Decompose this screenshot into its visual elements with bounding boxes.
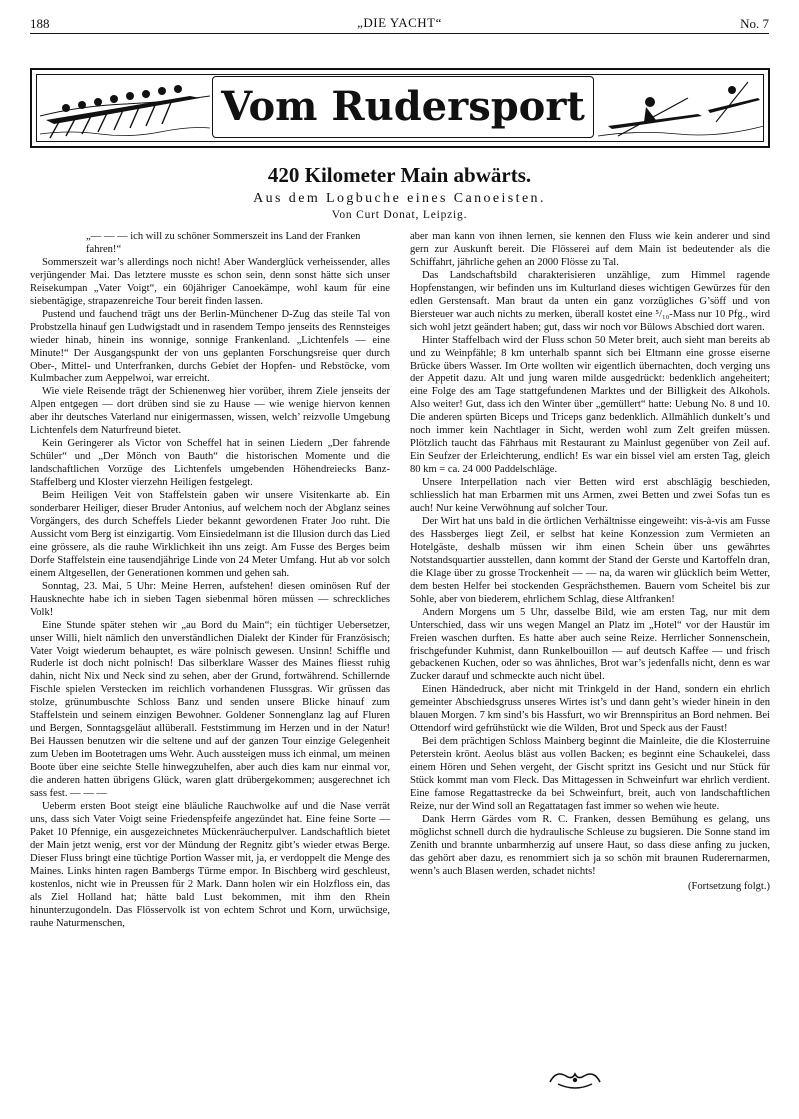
paragraph: Eine Stunde später stehen wir „au Bord du Main“; ein tüchtiger Uebersetzer, unser Willi, hielt nämlich den unverständlichen Dialekt der Kinder für Französisch; Vater Voigt wiederum behauptet, es wäre polnisch gewesen. Unsinn! Schiffle und Ruderle ist doch nicht polnisch! Das silberklare Wasser des Maines fliesst ruhig dahin, nicht Nix und Neck sind zu sehen, aber der Grund, fortwährend. Schillernde Fischle spielen Verstecken im reichlich vorhandenen Flussgras. Wir grüssen das stolze, grünumbuschte Schloss Banz und senden unsere Blicke hinauf zum Staffelstein und seinem einzigen Bewohner. Goldener Sonnenglanz lag auf Fluren und Bergen, Sonntagsgeläut allüberall. Feststimmung im Herzen und in der Natur! Bei Haussen benutzen wir die seltene und auf der ganzen Tour einzige Gelegenheit zum Ueben im Bootetragen ums Wehr. Auch aussteigen muss ich einmal, um meinen Boote über eine seichte Stelle hinwegzuhelfen, aber auch dies kam nur einmal vor, die anderen hatten übrigens Glück, waren glatt drübergekommen; ausgerechnet ich sass fest. — — — bbox=[30, 619, 390, 799]
article-author: Von Curt Donat, Leipzig. bbox=[331, 209, 468, 221]
paragraph: Wie viele Reisende trägt der Schienenweg hier vorüber, ihrem Ziele jenseits der Alpen entgegen — dort drüben sind sie zu Hause — wie wenige hiervon kennen aber ihr deutsches Vaterland nur einigermassen, wissen, welch’ reizvolle Umgebung Lichtenfels dem Naturfreund bietet. bbox=[30, 386, 390, 437]
end-ornament bbox=[548, 1068, 602, 1090]
epigraph: „— — — ich will zu schöner Sommerszeit ins Land der Franken fahren!“ bbox=[86, 231, 361, 255]
article-subtitle: Aus dem Logbuche eines Canoeisten. bbox=[253, 191, 546, 206]
paragraph: Pustend und fauchend trägt uns der Berlin-Münchener D-Zug das steile Tal von Probstzella hinauf gen Ludwigstadt und in rasendem Tempo jenseits des Rennsteiges wieder hinab, hinein ins wonnige, sonnige Frankenland. „Lichtenfels — eine Minute!“ Der Ausgangspunkt der von uns geplanten Forschungsreise quer durch Ober-, Mittel- und Unterfranken, durchs Gebiet der Hopfen- und Rebstöcke, vom Kulmbacher zum Aeppelwoi, war erreicht. bbox=[30, 308, 390, 385]
rowing-eight-illustration bbox=[40, 76, 210, 140]
continuation-note: (Fortsetzung folgt.) bbox=[687, 880, 770, 892]
paragraph: Der Wirt hat uns bald in die örtlichen Verhältnisse eingeweiht: vis-à-vis am Fusse des Hassberges liegt Zeil, er selbst hat keine Konzession zum Vermieten an Hotelgäste, deshalb müssen wir ihm einen Schein über uns gewährtes Notstandsquartier ausstellen, dann kommt der Stand der Gerste und Kartoffeln dran, die Klage über zu grosse Trockenheit — — na, da waren wir glücklich beim Wetter, dem besten Helfer bei stockenden Gesprächsthemen. Bauern vom Scheitel bis zur Sohle, aber von biederem, ehrlichem Schlag, diese Altfranken! bbox=[410, 515, 770, 605]
page-number: 188 bbox=[30, 16, 50, 31]
journal-title: „DIE YACHT“ bbox=[357, 15, 442, 30]
paragraph: Hinter Staffelbach wird der Fluss schon 50 Meter breit, auch sieht man bereits ab und zu Weinpfähle; 8 km unterhalb spannt sich bei Eltmann eine grosse eiserne Brücke übers Wasser. Im Orte wollten wir eigentlich übernachten, doch verging uns der Appetit dazu. Alt und jung waren milde ausgedrückt: bedenklich angeheitert; eine Folge des am Tage stattgefundenen Marktes und der Billigkeit des Alkohols. Also weiter! Gut, dass ich den Winter über „gemüllert“ hatte: Uebung No. 8 und 10. Die anderen spürten Biceps und Triceps ganz bedenklich. Allmählich dunkelt’s und noch immer kein Nachtlager in Sicht, werden wohl zum Zelt greifen müssen. Plötzlich taucht das Fährhaus mit Restaurant zu Mainlust gegenüber von Zeil auf. Ein Seufzer der Erleichterung, endlich! Es war ein bissel viel am ersten Tag, gleich 80 km = ca. 24 000 Paddelschläge. bbox=[410, 334, 770, 476]
page-header bbox=[30, 12, 769, 34]
banner-title-box bbox=[212, 76, 594, 138]
paragraph: Bei dem prächtigen Schloss Mainberg beginnt die Mainleite, die die Klosterruine Peterstein krönt. Aeolus bläst aus vollen Backen; es beginnt eine Schaukelei, dass einem Hören und Sehen vergeht, der Gischt spritzt ins Gesicht und nur Stück für Stück kommt man vom Fleck. Das Mittagessen in Schweinfurt war ehrlich verdient. Eine famose Regattastrecke da bei Schweinfurt, breit, auch von landschaftlichen Reize, nur der Wind soll an Regattatagen fast immer so wehen wie heute. bbox=[410, 736, 770, 812]
right-column bbox=[410, 231, 770, 894]
left-column bbox=[30, 231, 390, 930]
section-banner bbox=[30, 68, 770, 148]
paragraph: Sommerszeit war’s allerdings noch nicht! Aber Wanderglück verheissender, alles verjüngender Mai. Das letztere musste es schon sein, denn sonst hätte sich unser Reisekumpan „Vater Voigt“, ein 60jähriger Canoekämpe, wohl kaum für eine siebentägige, strapazenreiche Tour bereit finden lassen. bbox=[30, 256, 390, 307]
paragraph: Einen Händedruck, aber nicht mit Trinkgeld in der Hand, sondern ein ehrlich gemeinter Abschiedsgruss unseres Wirtes ist’s und dann geht’s wieder hinein in den blauen Morgen. 7 km sind’s bis Hassfurt, wo wir Brennspiritus an Bord nehmen. Bei Ottendorf wird gefrühstückt wie die Wilden, Brot und Speck aus der Faust! bbox=[410, 684, 770, 735]
paragraph: Das Landschaftsbild charakterisieren unzählige, zum Himmel ragende Hopfenstangen, wir befinden uns im Kulturland dieses wichtigen Gewürzes für den edlen Gerstensaft. Man braut da unten ein ganz vorzügliches G’söff und von Biersteuer war auch nichts zu merken, überall kostet eine ⁵/₁₀-Mass nur 10 Pfg., wird sich wohl jetzt geändert haben; gut, dass wir noch vor Bülows Abschied dort waren. bbox=[410, 269, 770, 333]
paragraph: Ueberm ersten Boot steigt eine bläuliche Rauchwolke auf und die Nase verrät uns, dass sich Vater Voigt seine Friedenspfeife angezündet hat. Eine feine Sorte — Paket 10 Pfennige, ein ausgezeichnetes Mückenräucherpulver. Landschaftlich bietet der Main jetzt wenig, erst vor der Mündung der Regnitz gibt’s wieder etwas Berge. Dieser Fluss bringt eine tüchtige Portion Wasser mit, ja, er verdoppelt die Menge des Maines. Links hinten ragen Bambergs Türme empor. In Bischberg wird geschleust, kostenlos, nicht wie in Preussen für 2 Mark. Dann holen wir ein Holzfloss ein, das als Ziel Holland hat; hätte bald Lust bekommen, mit ihm den Rhein hinunterzugondeln. Das Flösservolk ist von echtem Schrot und Korn, urwüchsige, rauhe Naturmenschen, bbox=[30, 800, 390, 929]
article-title: 420 Kilometer Main abwärts. bbox=[267, 163, 532, 187]
paragraph: Beim Heiligen Veit von Staffelstein gaben wir unsere Visitenkarte ab. Ein sonderbarer Heiliger, dieser Bruder Antonius, auf welchem noch der Abglanz seines Vorgängers, des durch Scheffels Lieder bekannt gewordenen Frater Joo ruht. Die Aussicht vom Berg ist einzigartig. Vom Einsiedelmann ist die Illusion durch das Lied eine grössere, als die rauhe Wirklichkeit ihn uns zeigt. Am Fusse des Berges beim Dorfe Staffelstein eine tausendjährige Linde von 24 Meter Umfang. Hut ab vor solch einem Altgesellen, der Generationen kommen und gehen sah. bbox=[30, 490, 391, 579]
paragraph: Kein Geringerer als Victor von Scheffel hat in seinen Liedern „Der fahrende Schüler“ und „Der Mönch von Bauth“ die historischen Momente und die landschaftlichen Vorzüge des Lichtenfels umgebenden Höhendreiecks Banz-Staffelberg und Kloster vierzehn Heiligen festgelegt. bbox=[30, 438, 390, 489]
section-title: Vom Rudersport bbox=[221, 83, 585, 130]
issue-number: No. 7 bbox=[740, 16, 769, 31]
paragraph: Dank Herrn Gärdes vom R. C. Franken, dessen Bemühung es gelang, uns möglichst schnell durch die hydraulische Schleuse zu bugsieren. Die Sonne stand im Zenith und brannte unbarmherzig auf unsere Haut, so dass diese anfing zu jucken, das gehört aber dazu, es renommiert sich ja so schön mit braunen Ruderernarmen, wenn’s auch Blasen werden, schadet nichts! bbox=[410, 813, 770, 877]
paragraph: Sonntag, 23. Mai, 5 Uhr: Meine Herren, aufstehen! diesen ominösen Ruf der Hausknechte habe ich in sieben Tagen siebenmal hören müssen — schreckliches Volk! bbox=[30, 580, 390, 618]
paragraph: Andern Morgens um 5 Uhr, dasselbe Bild, wie am ersten Tag, nur mit dem Unterschied, dass wir uns wegen Mangel an Platz im „Hotel“ vor der Haustür im Freien waschen durften. Es hatte aber auch seine Reize. Herrlicher Sonnenschein, frischgefunder Kuhmist, dann Runkelbouillon — auf deutsch Kaffee — und frisch gebackenen Kuchen, oder so was ähnliches, Brot war’s jedenfalls nicht, denn es war Zucker darauf und schmeckte auch nicht übel. bbox=[410, 606, 770, 683]
paragraph: aber man kann von ihnen lernen, sie kennen den Fluss wie kein anderer und sind gern zur Auskunft bereit. Die Flösserei auf dem Main ist bedeutender als die Schiffahrt, jährliche gehen an 2000 Flösse zu Tal. bbox=[410, 231, 770, 268]
single-sculler-illustration bbox=[598, 76, 764, 140]
paragraph: Unsere Interpellation nach vier Betten wird erst abschlägig beschieden, schliesslich hat man Erbarmen mit uns Armen, zwei Betten und zwei Sofas tun es auch! Nur keine Verwöhnung auf solcher Tour. bbox=[410, 477, 770, 515]
header-rule bbox=[30, 33, 769, 34]
